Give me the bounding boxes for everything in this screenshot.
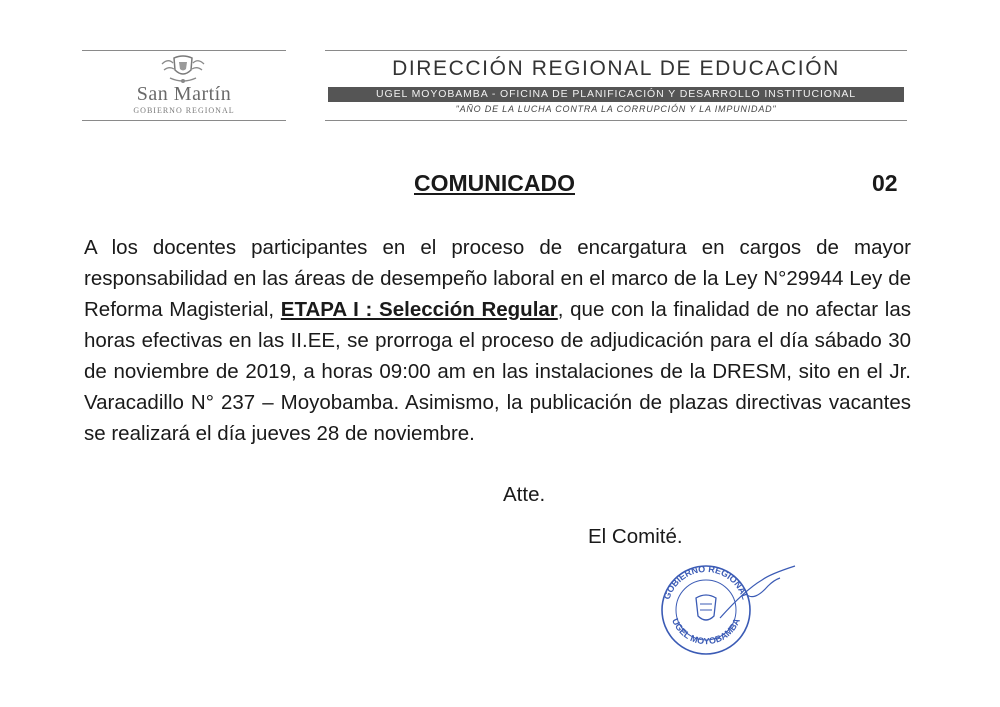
- announcement-body: [84, 232, 911, 449]
- year-motto: "AÑO DE LA LUCHA CONTRA LA CORRUPCIÓN Y LA IMPUNIDAD": [455, 104, 777, 114]
- institution-header: [325, 44, 907, 126]
- body-text-part1: A los docentes participantes en el proceso de encargatura en cargos de mayor responsabilidad en las áreas de desempeño laboral en el marco de la Ley N°29944 Ley de Reforma Magisterial,: [84, 236, 911, 321]
- stamp-text-top: GOBIERNO REGIONAL: [661, 563, 751, 601]
- body-highlight: ETAPA I : Selección Regular: [280, 298, 558, 321]
- document-number: 02: [872, 170, 898, 196]
- coat-of-arms-icon: [160, 54, 206, 86]
- logo-name: San Martín: [136, 83, 232, 105]
- logo-bottom-rule: [82, 120, 286, 121]
- stamp-text-bottom: UGEL MOYOBAMBA: [670, 616, 742, 647]
- official-seal-stamp-icon: [650, 560, 800, 660]
- body-text-part2: , que con la finalidad de no afectar las horas efectivas en las II.EE, se prorroga el proceso de adjudicación para el día sábado 30 de noviembre de 2019, a horas 09:00 am en las instalaciones de la DRESM, sito en el Jr. Varacadillo N° 237 – Moyobamba. Asimismo, la publicación de plazas directivas vacantes se realizará el día jueves 28 de noviembre.: [84, 298, 911, 445]
- closing-salutation: Atte.: [503, 483, 546, 506]
- institution-name: DIRECCIÓN REGIONAL DE EDUCACIÓN: [392, 57, 840, 80]
- office-banner: UGEL MOYOBAMBA - OFICINA DE PLANIFICACIÓN Y DESARROLLO INSTITUCIONAL: [328, 87, 904, 102]
- header-bottom-rule: [325, 120, 907, 121]
- svg-text:UGEL MOYOBAMBA: [670, 616, 742, 646]
- signatory: El Comité.: [588, 525, 683, 548]
- logo-subtitle: GOBIERNO REGIONAL: [133, 106, 235, 115]
- document-title: COMUNICADO: [414, 170, 575, 196]
- regional-government-logo: [82, 44, 286, 126]
- logo-top-rule: [82, 50, 286, 51]
- header-top-rule: [325, 50, 907, 51]
